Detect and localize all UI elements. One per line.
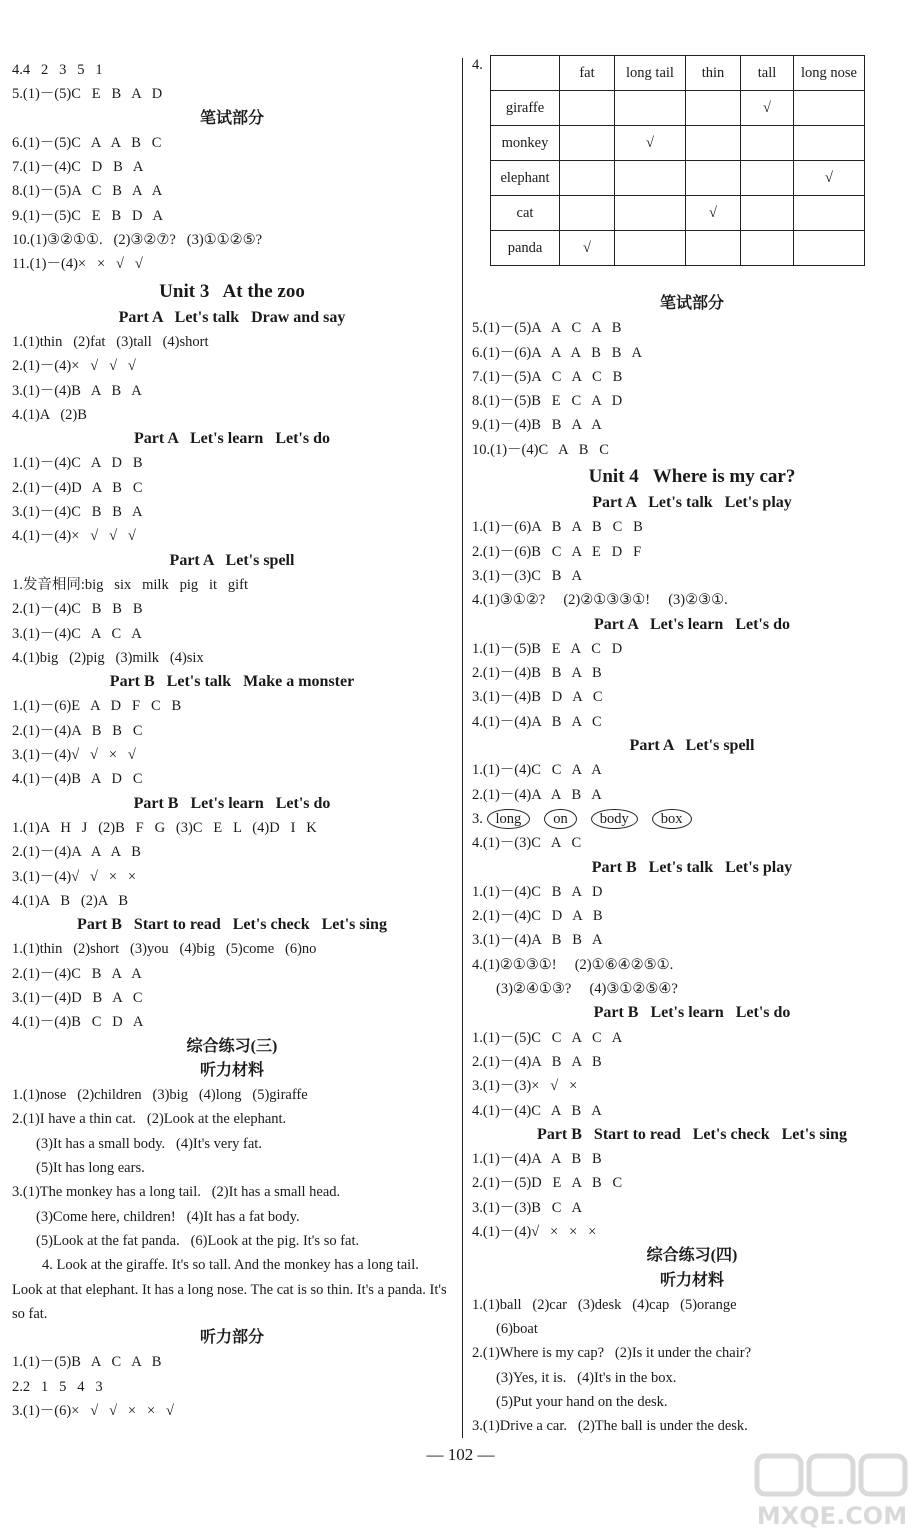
page-number: — 102 —: [426, 1445, 495, 1464]
answer-line: 4.(1)big (2)pig (3)milk (4)six: [12, 649, 204, 666]
answer-line: 3.(1)－(4)√ √ × ×: [12, 868, 137, 885]
section-heading: Part A Let's spell: [629, 737, 755, 755]
answer-line: 1.(1)A H J (2)B F G (3)C E L (4)D I K: [12, 819, 317, 836]
answer-line: 8.(1)－(5)A C B A A: [12, 183, 163, 200]
check-cell: [615, 196, 686, 231]
section-heading: Part A Let's learn Let's do: [594, 615, 790, 633]
answer-line: 4.(1)－(4)× √ √ √: [12, 528, 136, 545]
section-heading: Part B Start to read Let's check Let's sing: [77, 916, 387, 934]
check-cell: √: [741, 91, 794, 126]
animal-feature-table: [490, 55, 865, 266]
answer-line: 1.(1)－(6)E A D F C B: [12, 698, 182, 715]
animal-name-cell: monkey: [491, 126, 560, 161]
section-heading: 听力材料: [659, 1271, 724, 1289]
section-heading: Part B Let's learn Let's do: [133, 794, 331, 812]
table-row: [491, 231, 865, 266]
svg-text:MXQE.COM: MXQE.COM: [756, 1502, 908, 1530]
circled-word: long: [487, 809, 531, 829]
check-cell: √: [794, 161, 865, 196]
answer-line: 3.(1)－(3)B C A: [472, 1199, 582, 1216]
animal-name-cell: elephant: [491, 161, 560, 196]
answer-line: 2.(1)－(4)C B B B: [12, 601, 143, 618]
answer-number: 3.: [472, 810, 483, 827]
left-column: [12, 58, 452, 1423]
listening-paragraph: 4. Look at the giraffe. It's so tall. And the monkey has a long tail. Look at that elephant. It has a long nose. The cat is so thin. It's a panda. It's so fat.: [12, 1257, 447, 1322]
answer-line: 1.(1)－(4)C A D B: [12, 455, 143, 472]
answer-line: 8.(1)－(5)B E C A D: [472, 393, 623, 410]
column-divider: [462, 58, 463, 1438]
answer-line: 2.(1)－(4)A B A B: [472, 1053, 602, 1070]
check-cell: [560, 196, 615, 231]
answer-line: (3)Come here, children! (4)It has a fat body.: [36, 1208, 300, 1225]
check-cell: [741, 231, 794, 266]
answer-line: 1.(1)－(4)A A B B: [472, 1151, 602, 1168]
answer-line: 7.(1)－(5)A C A C B: [472, 368, 623, 385]
table-header-cell: tall: [741, 56, 794, 91]
answer-line: 1.(1)－(5)B A C A B: [12, 1354, 162, 1371]
section-heading: 综合练习(三): [186, 1037, 278, 1055]
table-row: [491, 91, 865, 126]
section-heading: Part B Let's learn Let's do: [593, 1004, 791, 1022]
check-cell: [615, 91, 686, 126]
answer-line: 3.(1)－(4)B A B A: [12, 382, 142, 399]
answer-line: (5)Put your hand on the desk.: [496, 1394, 668, 1411]
answer-line: 6.(1)－(5)C A A B C: [12, 134, 162, 151]
answer-line: 2.(1)Where is my cap? (2)Is it under the chair?: [472, 1345, 752, 1362]
answer-line: 5.(1)－(5)A A C A B: [472, 320, 622, 337]
table-header-cell: fat: [560, 56, 615, 91]
answer-line: 4.(1)A B (2)A B: [12, 892, 128, 909]
check-cell: [794, 126, 865, 161]
answer-line: 1.(1)ball (2)car (3)desk (4)cap (5)orange: [472, 1296, 737, 1313]
answer-line: 11.(1)－(4)× × √ √: [12, 256, 143, 273]
answer-line: 4.(1)A (2)B: [12, 406, 87, 423]
table-header-cell: long nose: [794, 56, 865, 91]
check-cell: [794, 91, 865, 126]
check-cell: [686, 231, 741, 266]
check-cell: [560, 161, 615, 196]
check-cell: √: [560, 231, 615, 266]
answer-line: 2.(1)－(5)D E A B C: [472, 1175, 623, 1192]
section-heading: 听力材料: [199, 1061, 264, 1079]
table-row: [491, 161, 865, 196]
answer-line: 4.4 2 3 5 1: [12, 62, 103, 78]
table-row: [491, 196, 865, 231]
answer-line: 9.(1)－(5)C E B D A: [12, 207, 164, 224]
section-heading: 听力部分: [199, 1329, 264, 1347]
answer-line: (5)It has long ears.: [36, 1160, 145, 1177]
check-cell: [560, 91, 615, 126]
answer-line: 3.(1)－(3)C B A: [472, 567, 582, 584]
section-heading: Part A Let's learn Let's do: [134, 430, 330, 448]
answer-line: 4.(1)③①②? (2)②①③③①! (3)②③①.: [472, 592, 728, 609]
answer-line: 1.(1)nose (2)children (3)big (4)long (5)giraffe: [12, 1087, 308, 1104]
answer-line: 3.(1)－(4)D B A C: [12, 989, 143, 1006]
answer-line: 4.(1)－(4)B A D C: [12, 771, 143, 788]
answer-line: 2.(1)－(4)× √ √ √: [12, 358, 136, 375]
check-cell: √: [615, 126, 686, 161]
answer-line: (3)②④①③? (4)③①②⑤④?: [496, 981, 678, 998]
check-cell: [741, 196, 794, 231]
table-row: [491, 126, 865, 161]
check-cell: [794, 231, 865, 266]
check-cell: [560, 126, 615, 161]
check-cell: [615, 161, 686, 196]
answer-line: 3.(1)－(4)A B B A: [472, 932, 603, 949]
table-header-cell: long tail: [615, 56, 686, 91]
answer-line: (5)Look at the fat panda. (6)Look at the pig. It's so fat.: [36, 1232, 360, 1249]
answer-line: 5.(1)－(5)C E B A D: [12, 86, 163, 103]
section-heading: Part B Let's talk Let's play: [591, 858, 793, 876]
table-number: 4.: [472, 57, 483, 73]
answer-line: 3.(1)－(6)× √ √ × × √: [12, 1403, 174, 1420]
animal-name-cell: giraffe: [491, 91, 560, 126]
answer-line: 1.(1)thin (2)short (3)you (4)big (5)come (6)no: [12, 941, 317, 958]
animal-name-cell: cat: [491, 196, 560, 231]
check-cell: [686, 161, 741, 196]
section-heading: Part B Start to read Let's check Let's sing: [537, 1125, 847, 1143]
answer-line: 10.(1)③②①①. (2)③②⑦? (3)①①②⑤?: [12, 232, 263, 249]
answer-line: 2.(1)－(6)B C A E D F: [472, 543, 642, 560]
answer-line: 1.(1)－(6)A B A B C B: [472, 519, 643, 536]
answer-line: 7.(1)－(4)C D B A: [12, 159, 144, 176]
answer-line: 10.(1)－(4)C A B C: [472, 441, 609, 458]
answer-line: 1.(1)－(4)C C A A: [472, 762, 602, 779]
section-heading: 综合练习(四): [646, 1247, 738, 1265]
animal-name-cell: panda: [491, 231, 560, 266]
answer-line: 4.(1)－(4)C A B A: [472, 1102, 602, 1119]
right-column: [472, 292, 912, 1439]
answer-line: 4.(1)－(3)C A C: [472, 835, 582, 852]
answer-line: 2.2 1 5 4 3: [12, 1378, 103, 1395]
answer-line: 2.(1)－(4)A A A B: [12, 844, 141, 861]
check-cell: √: [686, 196, 741, 231]
answer-line: (3)It has a small body. (4)It's very fat.: [36, 1135, 262, 1152]
answer-line: 2.(1)I have a thin cat. (2)Look at the elephant.: [12, 1111, 287, 1128]
table-header-cell: thin: [686, 56, 741, 91]
check-cell: [794, 196, 865, 231]
check-cell: [615, 231, 686, 266]
section-heading: 笔试部分: [199, 109, 264, 127]
answer-line: 2.(1)－(4)A A B A: [472, 786, 602, 803]
answer-line: 1.(1)thin (2)fat (3)tall (4)short: [12, 333, 209, 350]
check-cell: [741, 126, 794, 161]
answer-line: 3.(1)－(4)B D A C: [472, 689, 603, 706]
table-header-row: [491, 56, 865, 91]
check-cell: [686, 91, 741, 126]
answer-line: 4.(1)②①③①! (2)①⑥④②⑤①.: [472, 956, 674, 973]
answer-line: 4.(1)－(4)B C D A: [12, 1014, 144, 1031]
circled-word: box: [652, 809, 692, 829]
answer-line: 2.(1)－(4)D A B C: [12, 479, 143, 496]
unit-title: Unit 3 At the zoo: [159, 280, 305, 302]
table-corner-cell: [491, 56, 560, 91]
answer-line: 3.(1)－(4)√ √ × √: [12, 747, 136, 764]
answer-line: 1.(1)－(5)B E A C D: [472, 640, 623, 657]
answer-line: 2.(1)－(4)C B A A: [12, 965, 142, 982]
answer-line: 3.(1)The monkey has a long tail. (2)It has a small head.: [12, 1184, 341, 1201]
answer-line: 1.(1)－(4)C B A D: [472, 883, 603, 900]
section-heading: Part B Let's talk Make a monster: [109, 673, 355, 691]
answer-line: 1.(1)－(5)C C A C A: [472, 1029, 623, 1046]
watermark-logo-icon: [753, 1452, 911, 1530]
answer-line: 9.(1)－(4)B B A A: [472, 417, 602, 434]
section-heading: Part A Let's talk Draw and say: [118, 308, 346, 326]
answer-line: 3.(1)－(3)× √ ×: [472, 1078, 578, 1095]
answer-line: [472, 807, 912, 831]
answer-line: 4.(1)－(4)A B A C: [472, 713, 602, 730]
answer-line: 4.(1)－(4)√ × × ×: [472, 1223, 597, 1240]
answer-line: 2.(1)－(4)C D A B: [472, 908, 603, 925]
answer-line: 6.(1)－(6)A A A B B A: [472, 344, 642, 361]
answer-line: (6)boat: [496, 1321, 538, 1338]
answer-line: 2.(1)－(4)B B A B: [472, 665, 602, 682]
check-cell: [686, 126, 741, 161]
answer-line: 3.(1)Drive a car. (2)The ball is under the desk.: [472, 1418, 748, 1435]
section-heading: Part A Let's spell: [169, 551, 295, 569]
answer-line: 3.(1)－(4)C A C A: [12, 625, 142, 642]
section-heading: Part A Let's talk Let's play: [592, 494, 792, 512]
answer-line: 1.发音相同:big six milk pig it gift: [12, 576, 249, 593]
circled-word: on: [544, 809, 577, 829]
answer-line: 2.(1)－(4)A B B C: [12, 722, 143, 739]
check-cell: [741, 161, 794, 196]
section-heading: 笔试部分: [659, 295, 724, 312]
answer-line: 3.(1)－(4)C B B A: [12, 504, 143, 521]
answer-line: (3)Yes, it is. (4)It's in the box.: [496, 1369, 677, 1386]
unit-title: Unit 4 Where is my car?: [588, 466, 796, 488]
circled-word: body: [591, 809, 638, 829]
